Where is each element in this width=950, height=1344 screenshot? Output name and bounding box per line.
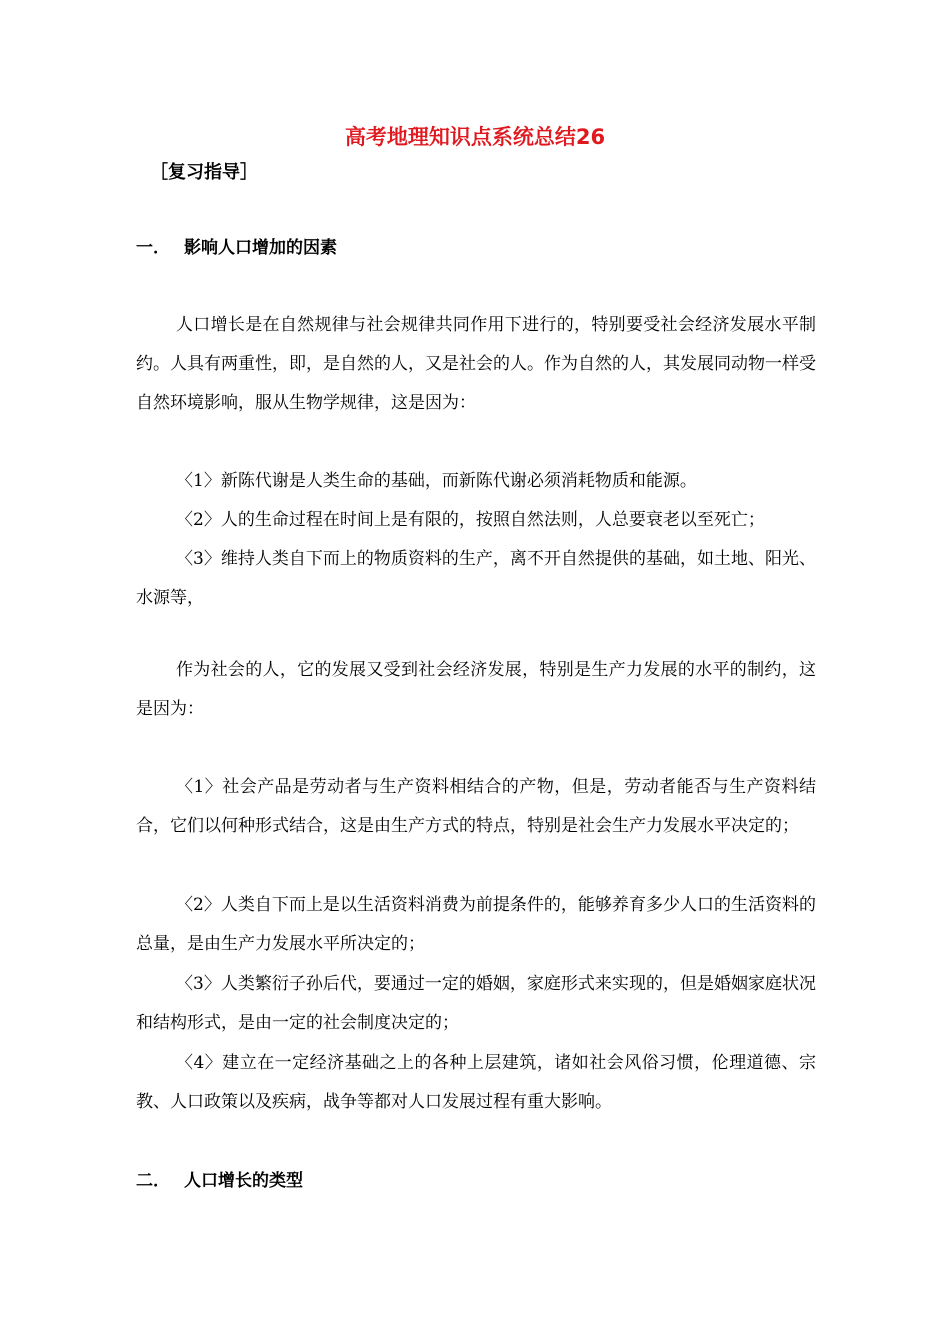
social-intro-paragraph: 作为社会的人，它的发展又受到社会经济发展，特别是生产力发展的水平的制约，这是因为： bbox=[136, 660, 816, 719]
social-item-2: 〈2〉人类自下而上是以生活资料消费为前提条件的，能够养育多少人口的生活资料的总量，是由生产力发展水平所决定的； bbox=[136, 895, 816, 954]
section-2-number: 二． bbox=[136, 1171, 170, 1191]
section-2-heading bbox=[136, 1168, 303, 1194]
natural-item-2: 〈2〉人的生命过程在时间上是有限的，按照自然法则，人总要衰老以至死亡； bbox=[176, 510, 765, 530]
section-1-heading bbox=[136, 235, 337, 261]
section-2-title: 人口增长的类型 bbox=[184, 1171, 303, 1191]
section-1-number: 一． bbox=[136, 238, 170, 258]
social-item-1: 〈1〉社会产品是劳动者与生产资料相结合的产物，但是，劳动者能否与生产资料结合，它们以何种形式结合，这是由生产方式的特点，特别是社会生产力发展水平决定的； bbox=[136, 777, 816, 836]
social-item-3: 〈3〉人类繁衍子孙后代，要通过一定的婚姻，家庭形式来实现的，但是婚姻家庭状况和结构形式，是由一定的社会制度决定的； bbox=[136, 974, 816, 1033]
document-title: 高考地理知识点系统总结26 bbox=[344, 125, 606, 149]
section-1-intro-paragraph: 人口增长是在自然规律与社会规律共同作用下进行的，特别要受社会经济发展水平制约。人具有两重性，即，是自然的人，又是社会的人。作为自然的人，其发展同动物一样受自然环境影响，服从生物学规律，这是因为： bbox=[136, 315, 816, 413]
natural-item-1: 〈1〉新陈代谢是人类生命的基础，而新陈代谢必须消耗物质和能源。 bbox=[176, 471, 697, 491]
natural-item-3: 〈3〉维持人类自下而上的物质资料的生产，离不开自然提供的基础，如土地、阳光、水源等， bbox=[136, 549, 816, 608]
social-item-4: 〈4〉建立在一定经济基础之上的各种上层建筑，诸如社会风俗习惯，伦理道德、宗教、人口政策以及疾病，战争等都对人口发展过程有重大影响。 bbox=[136, 1053, 816, 1112]
section-1-title: 影响人口增加的因素 bbox=[184, 238, 337, 258]
review-guide-label: ［复习指导］ bbox=[150, 162, 258, 183]
